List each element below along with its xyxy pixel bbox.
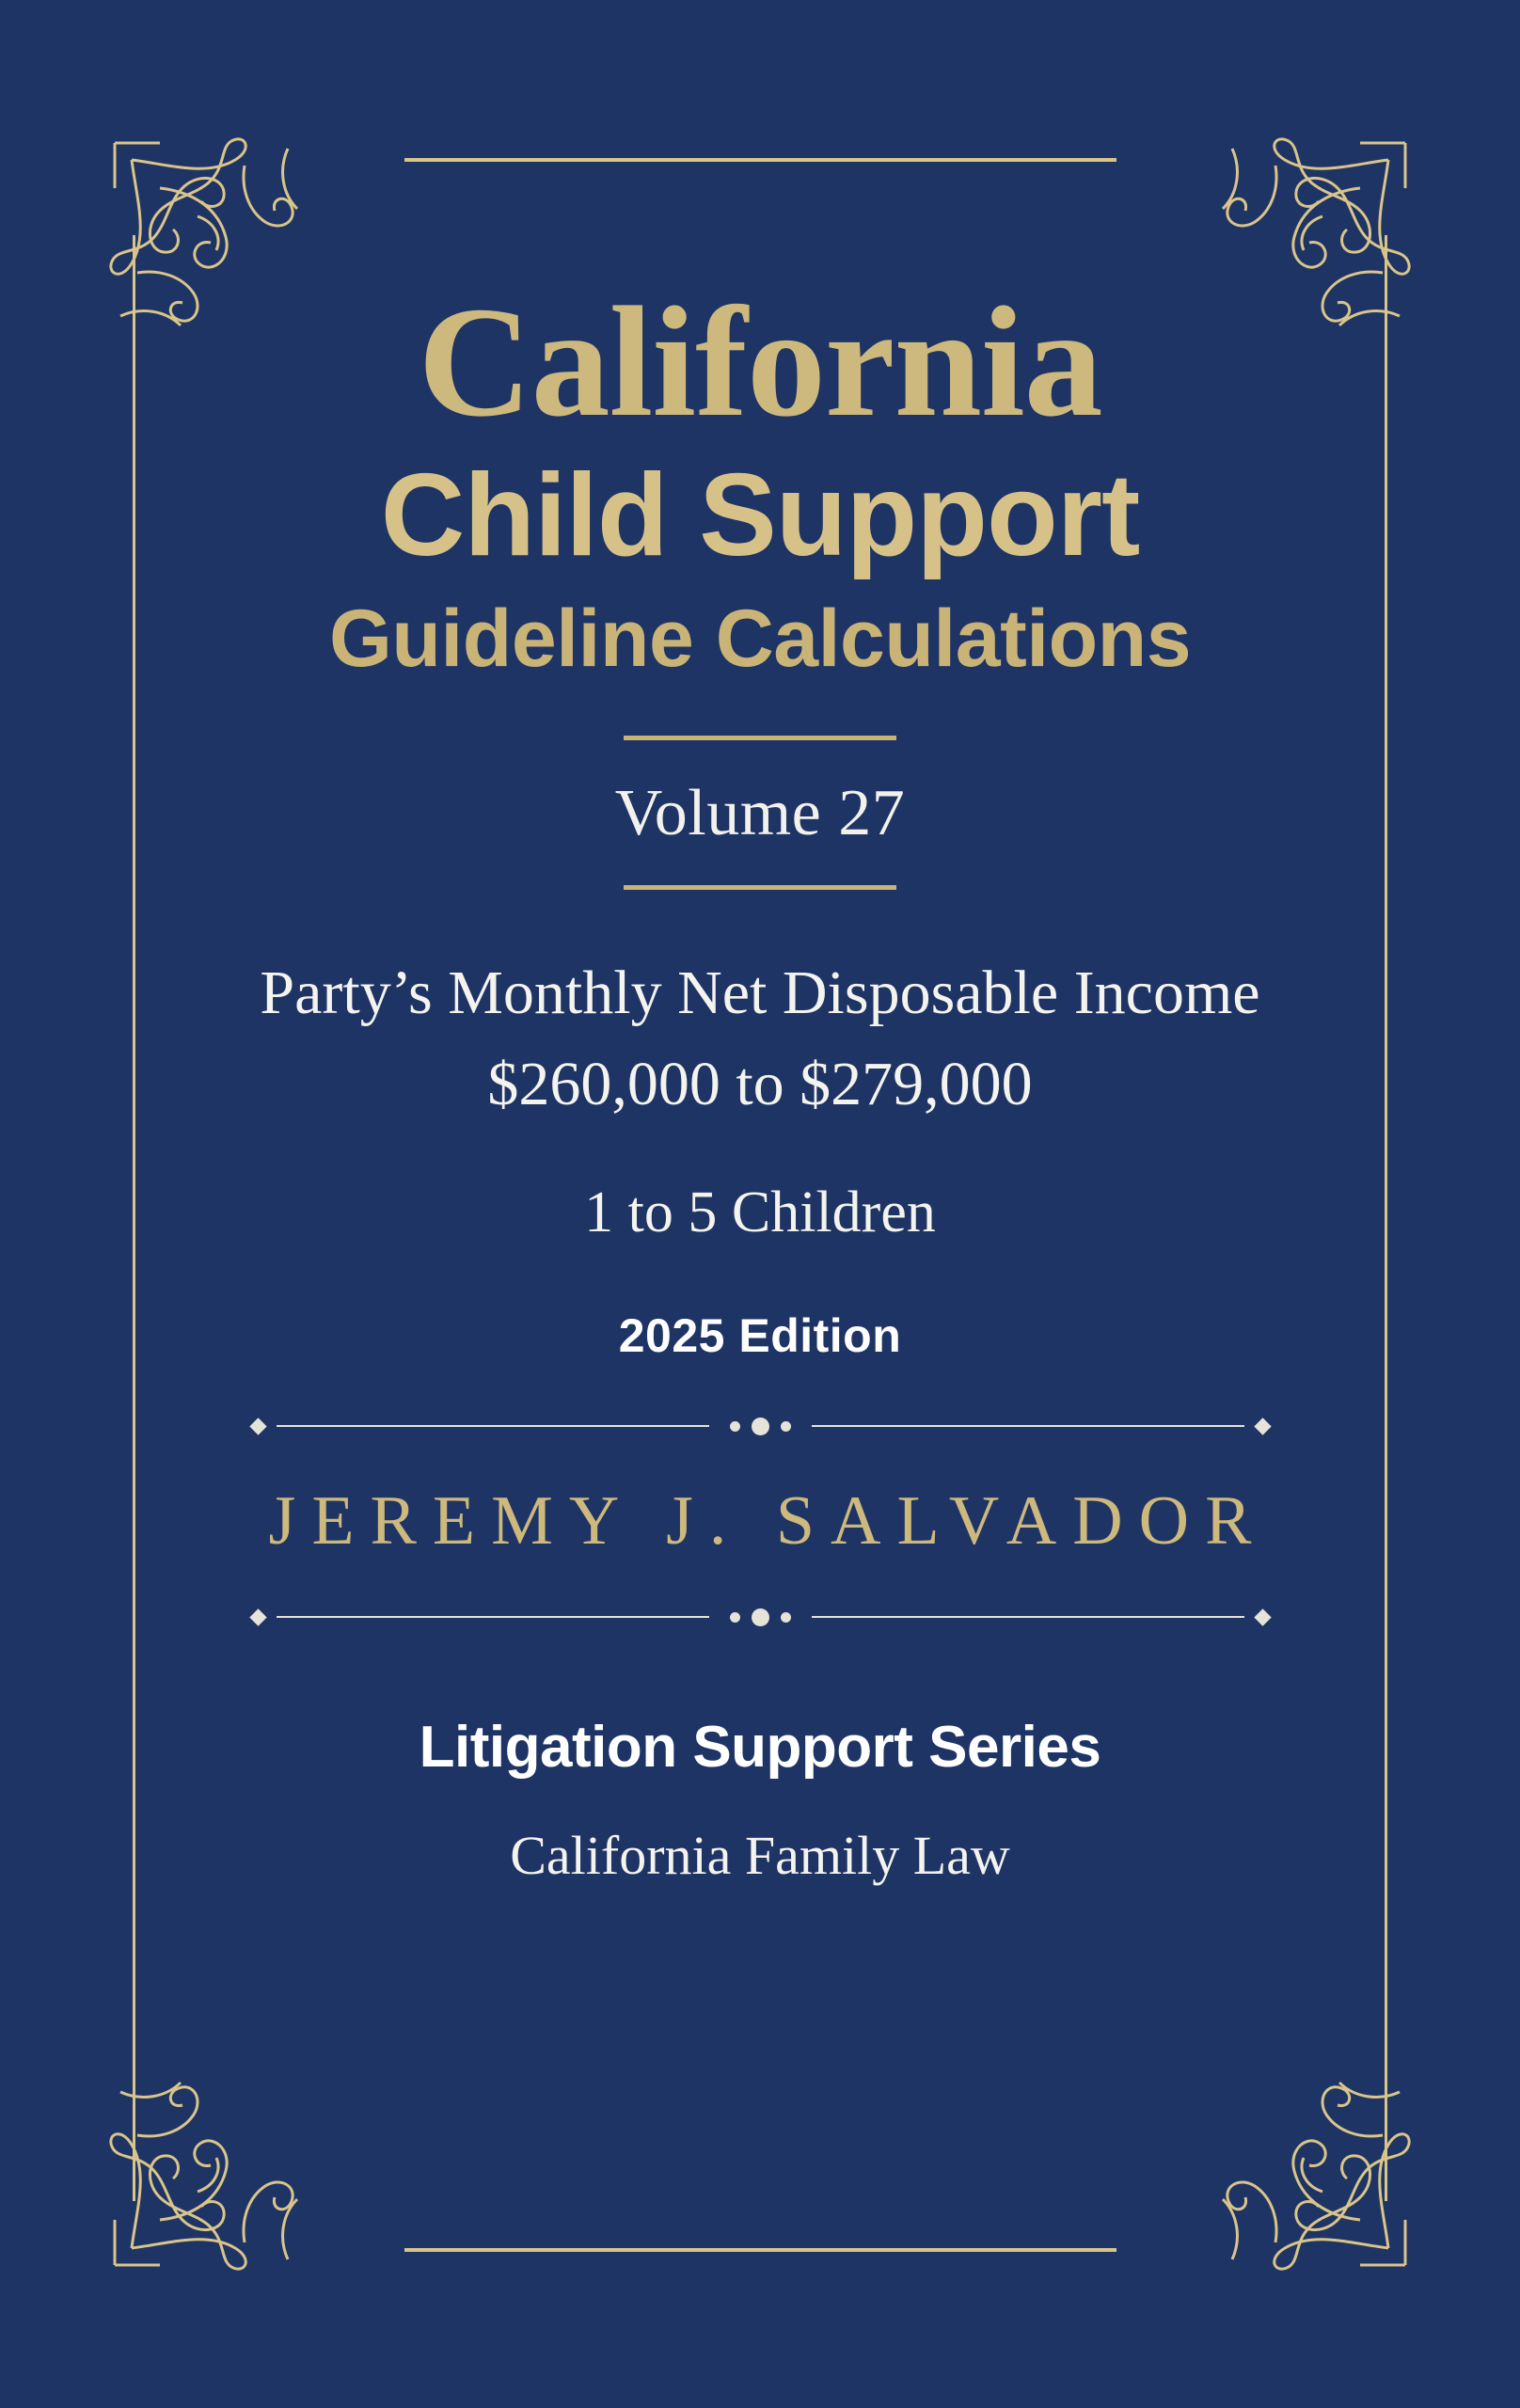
book-title-main: California xyxy=(418,275,1102,450)
divider-rule-right xyxy=(812,1616,1244,1618)
diamond-icon xyxy=(1254,1609,1271,1626)
divider-rule-right xyxy=(812,1425,1244,1427)
income-line-1: Party’s Monthly Net Disposable Income xyxy=(260,958,1260,1028)
ornamental-divider-bottom xyxy=(241,1605,1280,1629)
dot-icon xyxy=(730,1612,740,1623)
corner-flourish-icon xyxy=(103,2060,339,2276)
dot-icon xyxy=(730,1421,740,1432)
diamond-icon xyxy=(1254,1418,1271,1435)
frame-right-rule xyxy=(1385,235,1387,2201)
corner-flourish-icon xyxy=(1181,2060,1417,2276)
diamond-icon xyxy=(249,1609,266,1626)
divider-rule-left xyxy=(277,1425,709,1427)
diamond-icon xyxy=(249,1418,266,1435)
ornamental-divider-top xyxy=(241,1414,1280,1438)
edition-label: 2025 Edition xyxy=(618,1309,902,1363)
volume-rule-bottom xyxy=(624,885,896,890)
cover-content xyxy=(169,275,1351,1887)
subject-area: California Family Law xyxy=(510,1825,1010,1887)
divider-rule-left xyxy=(277,1616,709,1618)
children-range: 1 to 5 Children xyxy=(584,1180,936,1245)
volume-rule-top xyxy=(624,736,896,740)
dot-icon xyxy=(781,1421,791,1432)
frame-top-rule xyxy=(404,158,1116,162)
frame-bottom-rule xyxy=(404,2248,1116,2252)
volume-label: Volume 27 xyxy=(614,777,906,850)
income-line-2: $260,000 to $279,000 xyxy=(487,1050,1033,1119)
frame-left-rule xyxy=(133,235,135,2201)
book-title-third: Guideline Calculations xyxy=(328,593,1192,684)
book-title-sub: Child Support xyxy=(380,451,1140,581)
series-name: Litigation Support Series xyxy=(419,1715,1101,1781)
author-name: JEREMY J. SALVADOR xyxy=(268,1482,1268,1560)
dot-icon xyxy=(752,1608,769,1626)
dot-icon xyxy=(781,1612,791,1623)
dot-icon xyxy=(752,1418,769,1435)
